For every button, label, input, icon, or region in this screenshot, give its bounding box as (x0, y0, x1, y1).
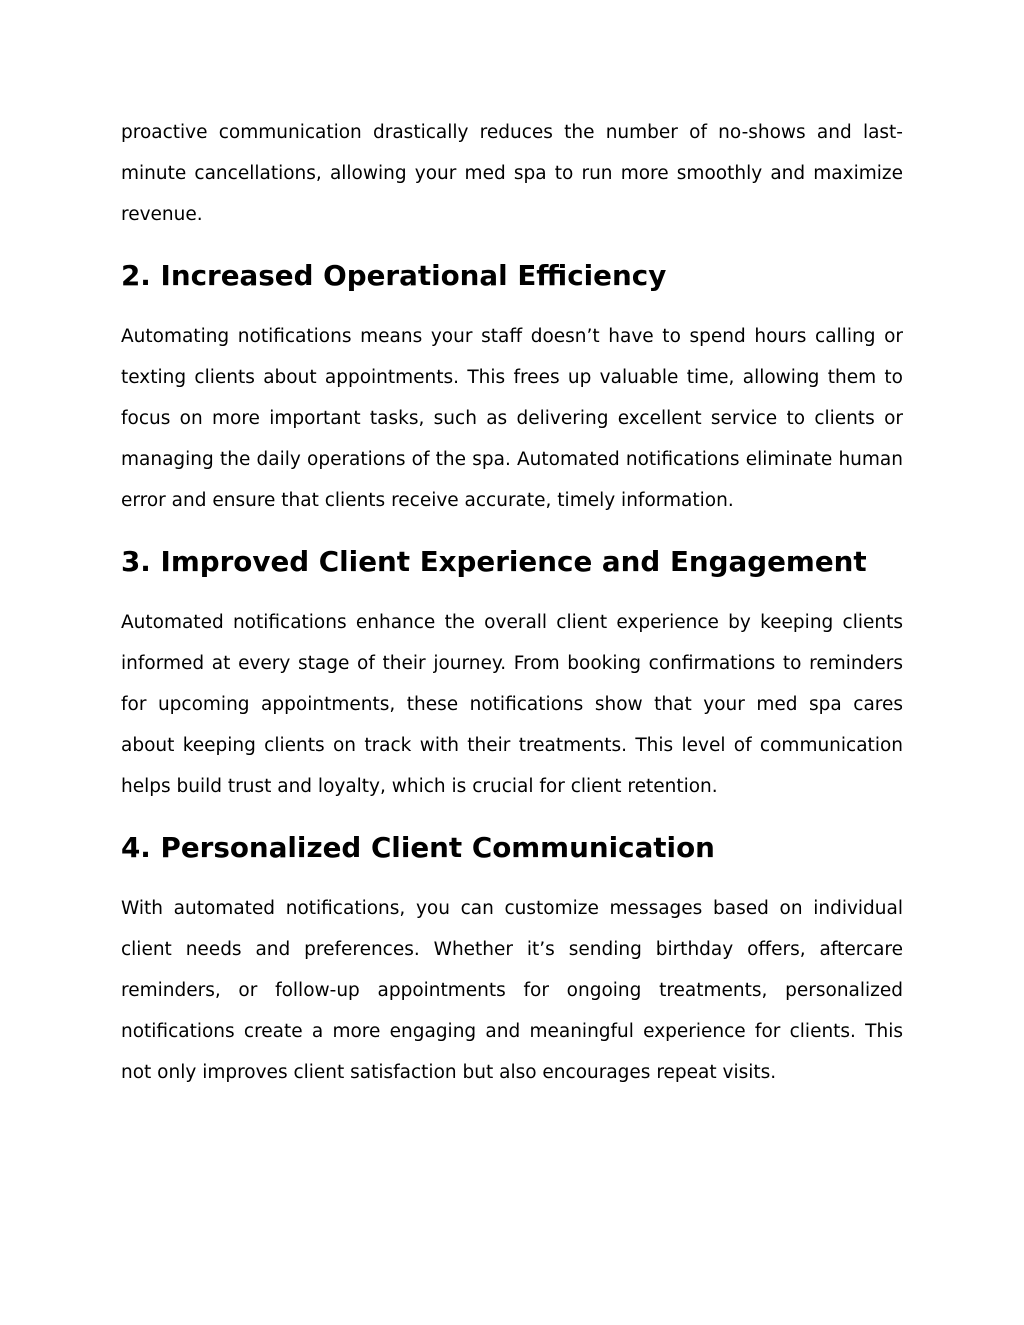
section-body-operational-efficiency: Automating notifications means your staff doesn’t have to spend hours calling or texting clients about appointments. This frees up valuable time, allowing them to focus on more important tasks, such as delivering excellent service to clients or managing the daily operations of the spa. Automated notifications eliminate human error and ensure that clients receive accurate, timely information. (121, 326, 903, 511)
intro-paragraph: proactive communication drastically reduces the number of no-shows and last-minute cancellations, allowing your med spa to run more smoothly and maximize revenue. (121, 122, 903, 225)
section-heading-operational-efficiency: 2. Increased Operational Efficiency (121, 259, 667, 292)
section-heading-client-experience: 3. Improved Client Experience and Engagement (121, 545, 867, 578)
section-heading-personalized-communication: 4. Personalized Client Communication (121, 831, 715, 864)
section-body-client-experience: Automated notifications enhance the overall client experience by keeping clients informed at every stage of their journey. From booking confirmations to reminders for upcoming appointments, these notifications show that your med spa cares about keeping clients on track with their treatments. This level of communication helps build trust and loyalty, which is crucial for client retention. (121, 612, 903, 797)
document-page (121, 112, 903, 1113)
section-body-personalized-communication: With automated notifications, you can customize messages based on individual client needs and preferences. Whether it’s sending birthday offers, aftercare reminders, or follow-up appointments for ongoing treatments, personalized notifications create a more engaging and meaningful experience for clients. This not only improves client satisfaction but also encourages repeat visits. (121, 898, 903, 1083)
